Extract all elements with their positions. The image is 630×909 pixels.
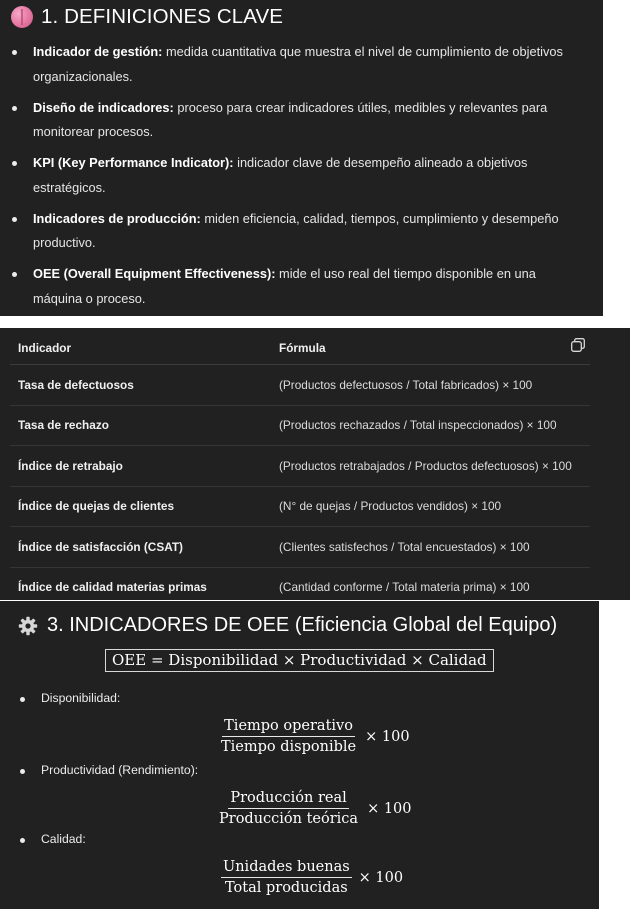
numerator: Producción real	[228, 790, 348, 809]
term: KPI (Key Performance Indicator):	[33, 155, 234, 170]
list-item	[0, 151, 603, 200]
availability-formula	[219, 718, 410, 755]
multiplier: × 100	[367, 800, 412, 817]
list-item	[41, 763, 198, 777]
term-description: mide el uso real del tiempo disponible en una máquina o proceso.	[33, 266, 536, 306]
bullet-icon	[12, 50, 17, 55]
denominator: Total producidas	[224, 880, 348, 896]
term: Indicadores de producción:	[33, 210, 201, 226]
quality-formula	[221, 859, 403, 896]
bullet-icon	[12, 217, 17, 222]
list-item	[0, 207, 603, 256]
bullet-icon	[12, 106, 17, 111]
denominator: Tiempo disponible	[221, 739, 357, 755]
brain-icon	[11, 6, 33, 28]
table-row	[10, 405, 590, 446]
term-description: indicador clave de desempeño alineado a objetivos estratégicos.	[33, 155, 528, 195]
formula-cell: (Cantidad conforme / Total materia prima) × 100	[279, 580, 530, 595]
productivity-formula	[217, 790, 412, 827]
list-item	[0, 262, 603, 311]
indicators-table-panel	[0, 328, 630, 600]
oee-panel	[0, 601, 599, 909]
list-item	[0, 96, 603, 145]
term: Indicador de gestión:	[33, 44, 163, 59]
bullet-icon	[12, 161, 17, 166]
term: OEE (Overall Equipment Effectiveness):	[33, 266, 276, 281]
multiplier: × 100	[365, 728, 410, 745]
formula-cell: (N° de quejas / Productos vendidos) × 100	[271, 486, 590, 527]
oee-item-label: Productividad (Rendimiento):	[41, 763, 199, 777]
gear-icon	[18, 616, 38, 636]
oee-heading	[18, 614, 557, 637]
indicator-cell: Tasa de rechazo	[10, 405, 271, 446]
table-row	[10, 446, 590, 487]
fraction	[217, 790, 360, 827]
definitions-panel	[0, 0, 603, 316]
definitions-title: 1. DEFINICIONES CLAVE	[41, 5, 284, 28]
indicator-cell: Tasa de defectuosos	[10, 365, 271, 406]
formula-cell: (Clientes satisfechos / Total encuestados) × 100	[271, 527, 590, 568]
column-header-indicator: Indicador	[10, 332, 271, 365]
term: Diseño de indicadores:	[33, 99, 174, 115]
fraction	[221, 859, 352, 896]
term-description: miden eficiencia, calidad, tiempos, cumplimiento y desempeño productivo.	[33, 210, 559, 250]
formula-cell: (Productos retrabajados / Productos defectuosos) × 100	[271, 446, 590, 487]
definitions-heading	[11, 5, 283, 29]
denominator: Producción teórica	[219, 811, 359, 827]
copy-icon[interactable]	[571, 338, 585, 352]
list-item	[0, 40, 603, 89]
oee-main-formula: OEE = Disponibilidad × Productividad × Calidad	[105, 649, 494, 672]
bullet-icon	[20, 697, 25, 702]
formula-cell: (Productos rechazados / Total inspeccionados) × 100	[271, 405, 590, 446]
list-item	[41, 691, 120, 705]
term-description: medida cuantitativa que muestra el nivel de cumplimiento de objetivos organizacionales.	[33, 44, 563, 84]
table-row	[10, 365, 590, 406]
oee-item-label: Disponibilidad:	[41, 691, 121, 705]
numerator: Unidades buenas	[221, 859, 352, 878]
table-header-row	[10, 332, 590, 365]
list-item	[41, 832, 86, 846]
indicator-cell: Índice de satisfacción (CSAT)	[10, 527, 271, 568]
multiplier: × 100	[358, 869, 404, 886]
fraction	[219, 718, 358, 755]
numerator: Tiempo operativo	[222, 718, 355, 737]
oee-item-label: Calidad:	[41, 832, 86, 846]
indicator-cell: Índice de retrabajo	[10, 446, 271, 487]
definitions-list	[0, 40, 603, 318]
indicators-table	[10, 332, 590, 607]
oee-title: 3. INDICADORES DE OEE (Eficiencia Global del Equipo)	[47, 614, 558, 636]
indicator-cell: Índice de quejas de clientes	[10, 486, 271, 527]
indicator-cell: Índice de calidad materias primas	[18, 580, 207, 595]
formula-cell: (Productos defectuosos / Total fabricados) × 100	[271, 365, 590, 406]
bullet-icon	[12, 272, 17, 277]
bullet-icon	[20, 769, 25, 774]
term-description: proceso para crear indicadores útiles, medibles y relevantes para monitorear procesos.	[33, 99, 548, 139]
table-row	[10, 527, 590, 568]
table-row	[10, 486, 590, 527]
bullet-icon	[20, 838, 25, 843]
column-header-formula: Fórmula	[271, 332, 590, 365]
